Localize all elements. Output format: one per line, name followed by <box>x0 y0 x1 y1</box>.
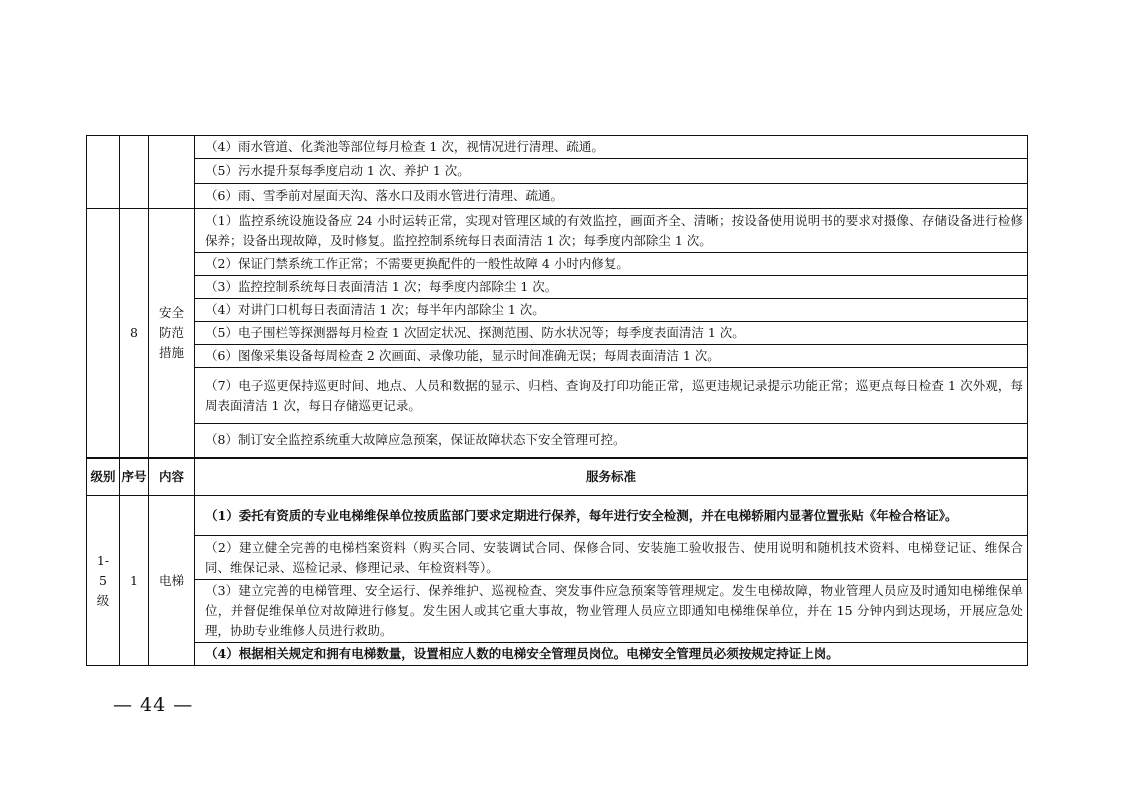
content-cell-empty <box>149 136 195 209</box>
standard-item: （3）建立完善的电梯管理、安全运行、保养维护、巡视检查、突发事件应急预案等管理规定。发生电梯故障，物业管理人员应及时通知电梯维保单位，并督促维保单位对故障进行修复。发生困人或其它重大事故，物业管理人员应立即通知电梯维保单位，并在 15 分钟内到达现场，开展应急处理，协助专业维修人员进行救助。 <box>195 580 1028 643</box>
table-row <box>87 253 1028 276</box>
level-cell-empty <box>87 136 120 209</box>
header-seq: 序号 <box>120 458 149 496</box>
table-row <box>87 322 1028 345</box>
table-row <box>87 496 1028 536</box>
standard-item: （4）对讲门口机每日表面清洁 1 次；每半年内部除尘 1 次。 <box>195 299 1028 322</box>
level-cell: 1-5级 <box>87 496 120 666</box>
standard-item: （4）根据相关规定和拥有电梯数量，设置相应人数的电梯安全管理员岗位。电梯安全管理员必须按规定持证上岗。 <box>195 643 1028 666</box>
standard-item: （2）建立健全完善的电梯档案资料（购买合同、安装调试合同、保修合同、安装施工验收报告、使用说明和随机技术资料、电梯登记证、维保合同、维保记录、巡检记录、修理记录、年检资料等）。 <box>195 536 1028 580</box>
standard-item: （3）监控控制系统每日表面清洁 1 次；每季度内部除尘 1 次。 <box>195 276 1028 299</box>
content-cell: 安全防范措施 <box>149 209 195 458</box>
table-row <box>87 424 1028 458</box>
table-row <box>87 276 1028 299</box>
standard-item: （5）电子围栏等探测器每月检查 1 次固定状况、探测范围、防水状况等；每季度表面清洁 1 次。 <box>195 322 1028 345</box>
seq-cell: 8 <box>120 209 149 458</box>
content-cell: 电梯 <box>149 496 195 666</box>
standard-item: （2）保证门禁系统工作正常；不需要更换配件的一般性故障 4 小时内修复。 <box>195 253 1028 276</box>
header-standard: 服务标准 <box>195 458 1028 496</box>
service-standard-table <box>86 135 1028 666</box>
table-row <box>87 368 1028 424</box>
standard-item: （1）委托有资质的专业电梯维保单位按质监部门要求定期进行保养，每年进行安全检测，并在电梯轿厢内显著位置张贴《年检合格证》。 <box>195 496 1028 536</box>
table-row <box>87 580 1028 643</box>
table-row <box>87 643 1028 666</box>
standard-item: （4）雨水管道、化粪池等部位每月检查 1 次，视情况进行清理、疏通。 <box>195 136 1028 159</box>
page-number: — 44 — <box>113 694 194 716</box>
standard-item: （6）雨、雪季前对屋面天沟、落水口及雨水管进行清理、疏通。 <box>195 184 1028 209</box>
seq-cell: 1 <box>120 496 149 666</box>
standard-item: （1）监控系统设施设备应 24 小时运转正常，实现对管理区域的有效监控，画面齐全、清晰；按设备使用说明书的要求对摄像、存储设备进行检修保养；设备出现故障，及时修复。监控控制系统每日表面清洁 1 次；每季度内部除尘 1 次。 <box>195 209 1028 253</box>
level-cell-empty <box>87 209 120 458</box>
table-row <box>87 159 1028 184</box>
standard-item: （7）电子巡更保持巡更时间、地点、人员和数据的显示、归档、查询及打印功能正常，巡更违规记录提示功能正常；巡更点每日检查 1 次外观，每周表面清洁 1 次，每日存储巡更记录。 <box>195 368 1028 424</box>
table-row <box>87 536 1028 580</box>
standard-item: （5）污水提升泵每季度启动 1 次、养护 1 次。 <box>195 159 1028 184</box>
table-row <box>87 209 1028 253</box>
standard-item: （6）图像采集设备每周检查 2 次画面、录像功能，显示时间准确无误；每周表面清洁 1 次。 <box>195 345 1028 368</box>
table-row <box>87 299 1028 322</box>
table-row <box>87 345 1028 368</box>
header-content: 内容 <box>149 458 195 496</box>
header-level: 级别 <box>87 458 120 496</box>
table-row <box>87 184 1028 209</box>
table-row <box>87 136 1028 159</box>
table-header-row <box>87 458 1028 496</box>
standard-item: （8）制订安全监控系统重大故障应急预案，保证故障状态下安全管理可控。 <box>195 424 1028 458</box>
seq-cell-empty <box>120 136 149 209</box>
